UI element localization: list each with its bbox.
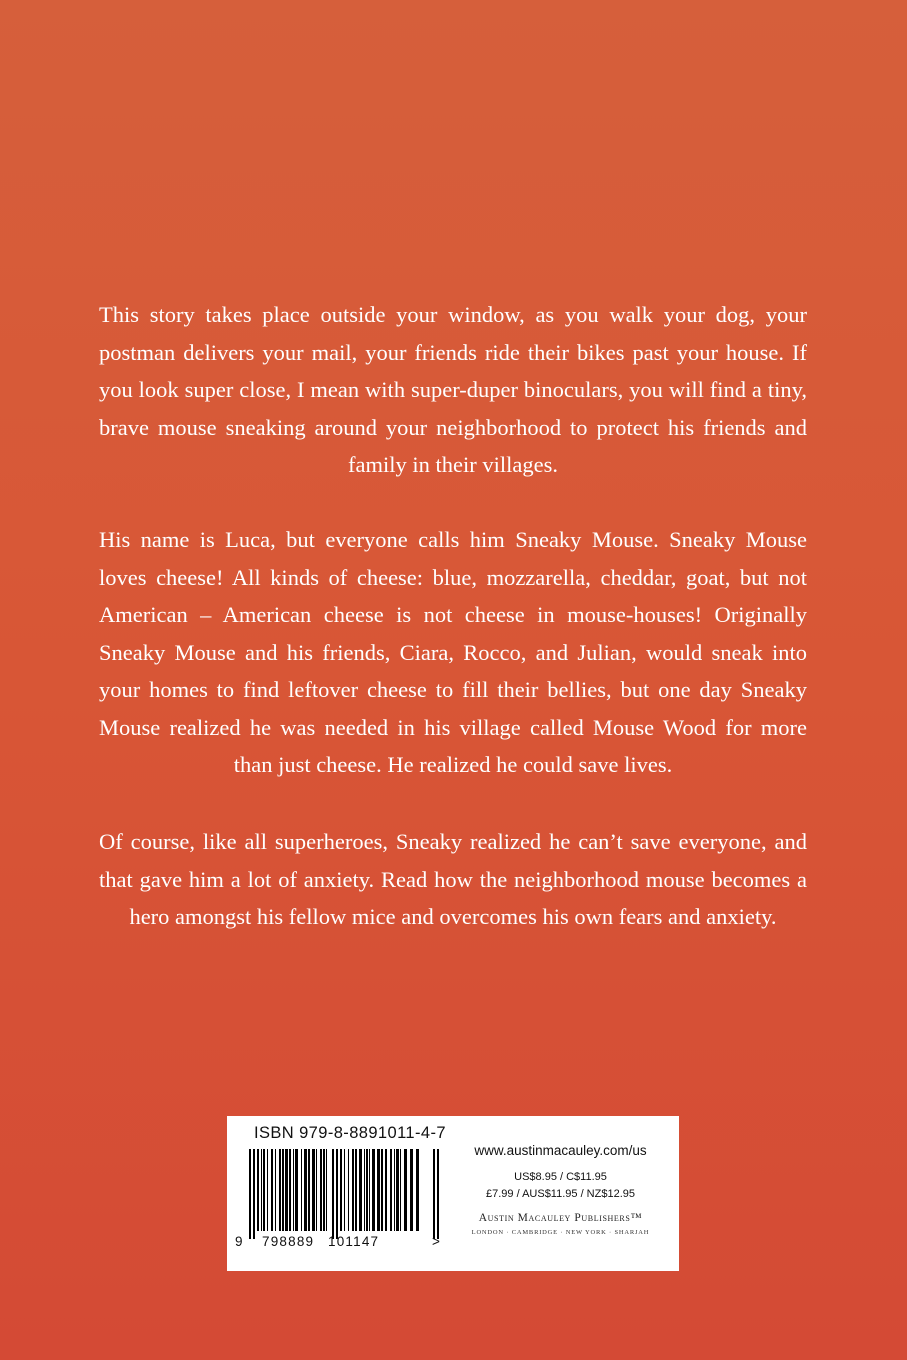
barcode-icon (247, 1149, 443, 1239)
barcode-right-digits: 101147 (328, 1234, 380, 1249)
price-line-1: US$8.95 / C$11.95 (514, 1171, 607, 1183)
publisher-cities: LONDON · CAMBRIDGE · NEW YORK · SHARJAH (471, 1229, 650, 1236)
blurb-paragraph-1: This story takes place outside your window, as you walk your dog, your postman delivers your mail, your friends ride their bikes past your house. If you look super close, I mean with super-duper binoculars, you will find a tiny, brave mouse sneaking around your neighborhood to protect his friends and family in their villages. (99, 302, 807, 477)
price-line-2: £7.99 / AUS$11.95 / NZ$12.95 (485, 1188, 635, 1200)
barcode-panel (227, 1116, 679, 1271)
barcode-end-mark: > (432, 1234, 442, 1249)
blurb-paragraph-2: His name is Luca, but everyone calls him Sneaky Mouse. Sneaky Mouse loves cheese! All kinds of cheese: blue, mozzarella, cheddar, goat, but not American – American cheese is not cheese in mouse-houses! Originally Sneaky Mouse and his friends, Ciara, Rocco, and Julian, would sneak into your homes to find leftover cheese to fill their bellies, but one day Sneaky Mouse realized he was needed in his village called Mouse Wood for more than just cheese. He realized he could save lives. (99, 527, 807, 777)
publisher-url: www.austinmacauley.com/us (474, 1143, 647, 1158)
publisher-name: Austin Macauley Publishers™ (478, 1212, 643, 1224)
barcode-left-digits: 798889 (262, 1234, 315, 1249)
barcode-lead-digit: 9 (235, 1234, 244, 1249)
blurb-paragraph-3: Of course, like all superheroes, Sneaky realized he can’t save everyone, and that gave him a lot of anxiety. Read how the neighborhood mouse becomes a hero amongst his fellow mice and overcomes his own fears and anxiety. (99, 829, 807, 929)
isbn-label: ISBN 979-8-8891011-4-7 (254, 1124, 446, 1142)
